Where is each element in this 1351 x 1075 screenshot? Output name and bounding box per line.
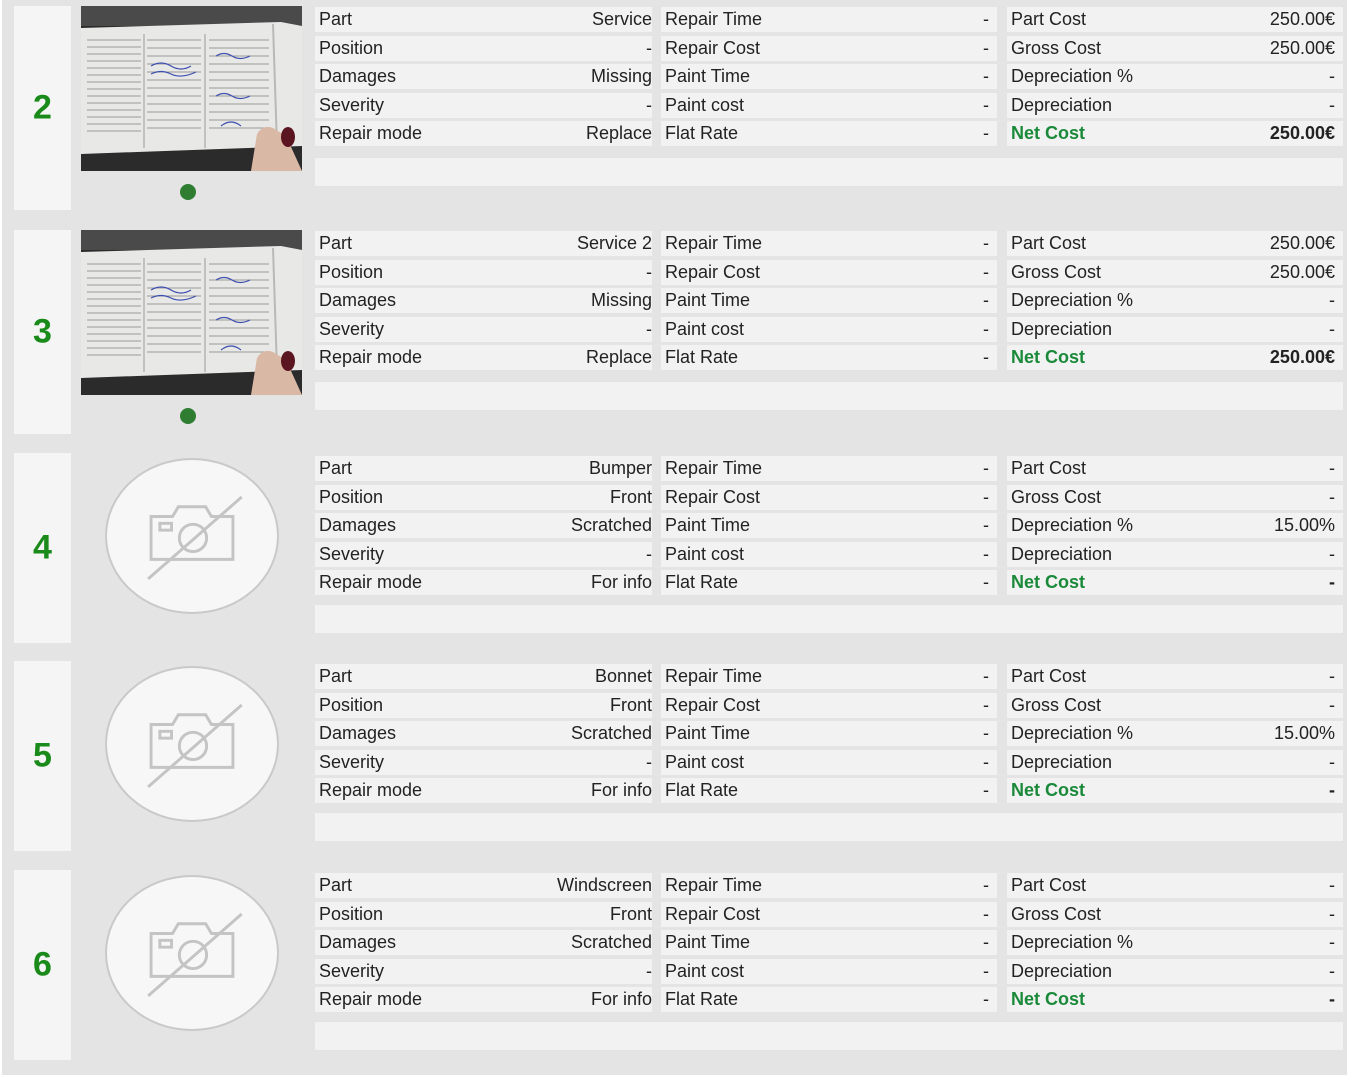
row-repair-time (661, 456, 997, 481)
value-position: - (646, 262, 652, 282)
label-repair-time: Repair Time (665, 233, 763, 253)
value-net-cost: - (1329, 572, 1335, 592)
item-number: 4 (33, 528, 52, 567)
cost-table (1007, 664, 1343, 809)
value-position: Front (609, 695, 652, 715)
label-severity: Severity (319, 752, 385, 772)
value-gross-cost: - (1329, 695, 1335, 715)
row-repair-mode (315, 570, 652, 595)
row-part-cost (1007, 7, 1343, 32)
label-flat-rate: Flat Rate (665, 780, 739, 800)
row-depreciation (1007, 750, 1343, 775)
value-net-cost: - (1329, 780, 1335, 800)
row-part-cost (1007, 231, 1343, 256)
label-gross-cost: Gross Cost (1011, 904, 1102, 924)
cost-table (1007, 873, 1343, 1018)
value-depreciation: - (1329, 752, 1335, 772)
value-paint-cost: - (983, 319, 989, 339)
label-part-cost: Part Cost (1011, 9, 1087, 29)
row-position (315, 485, 652, 510)
label-part: Part (319, 9, 353, 29)
value-depreciation-pct: - (1329, 66, 1335, 86)
label-net-cost: Net Cost (1011, 780, 1086, 800)
value-repair-mode: For info (590, 572, 652, 592)
label-position: Position (319, 487, 384, 507)
value-part-cost: - (1329, 666, 1335, 686)
label-repair-mode: Repair mode (319, 780, 423, 800)
label-depreciation-pct: Depreciation % (1011, 515, 1134, 535)
row-severity (315, 959, 652, 984)
row-depreciation (1007, 542, 1343, 567)
item-number: 2 (33, 88, 52, 127)
row-depreciation (1007, 93, 1343, 118)
value-repair-cost: - (983, 262, 989, 282)
damage-item (2, 453, 1347, 643)
row-part (315, 231, 652, 256)
label-paint-time: Paint Time (665, 515, 751, 535)
item-notes (315, 813, 1343, 841)
cost-table (1007, 231, 1343, 376)
label-paint-cost: Paint cost (665, 752, 745, 772)
value-gross-cost: - (1329, 904, 1335, 924)
row-net-cost (1007, 345, 1343, 370)
label-paint-time: Paint Time (665, 290, 751, 310)
no-camera-icon (105, 875, 279, 1031)
label-repair-mode: Repair mode (319, 572, 423, 592)
item-notes (315, 158, 1343, 186)
row-flat-rate (661, 778, 997, 803)
value-depreciation: - (1329, 544, 1335, 564)
value-paint-time: - (983, 290, 989, 310)
label-part: Part (319, 458, 353, 478)
labour-table (661, 7, 997, 152)
value-repair-time: - (983, 875, 989, 895)
label-paint-cost: Paint cost (665, 95, 745, 115)
damage-item (2, 6, 1347, 210)
label-repair-mode: Repair mode (319, 347, 423, 367)
item-number-cell (14, 6, 71, 210)
damage-photo[interactable] (81, 230, 302, 395)
part-details-table (315, 664, 652, 809)
row-paint-cost (661, 317, 997, 342)
label-damages: Damages (319, 66, 397, 86)
label-position: Position (319, 904, 384, 924)
label-flat-rate: Flat Rate (665, 347, 739, 367)
value-severity: - (646, 752, 652, 772)
row-severity (315, 93, 652, 118)
value-depreciation: - (1329, 95, 1335, 115)
label-paint-cost: Paint cost (665, 319, 745, 339)
label-depreciation: Depreciation (1011, 319, 1113, 339)
label-severity: Severity (319, 961, 385, 981)
label-repair-mode: Repair mode (319, 989, 423, 1009)
label-repair-cost: Repair Cost (665, 695, 761, 715)
photo-status-dot (180, 184, 196, 200)
value-part: Bumper (588, 458, 652, 478)
row-flat-rate (661, 345, 997, 370)
label-repair-cost: Repair Cost (665, 38, 761, 58)
row-depreciation-pct (1007, 721, 1343, 746)
damage-item (2, 870, 1347, 1060)
value-repair-time: - (983, 233, 989, 253)
value-paint-cost: - (983, 544, 989, 564)
value-repair-cost: - (983, 904, 989, 924)
item-number: 5 (33, 736, 52, 775)
value-repair-time: - (983, 9, 989, 29)
label-paint-time: Paint Time (665, 66, 751, 86)
damage-report (2, 0, 1347, 1075)
damage-photo[interactable] (81, 6, 302, 171)
value-part: Bonnet (594, 666, 652, 686)
value-net-cost: - (1329, 989, 1335, 1009)
label-depreciation-pct: Depreciation % (1011, 66, 1134, 86)
row-repair-cost (661, 693, 997, 718)
row-severity (315, 317, 652, 342)
label-repair-mode: Repair mode (319, 123, 423, 143)
value-damages: Missing (590, 66, 652, 86)
row-damages (315, 513, 652, 538)
label-net-cost: Net Cost (1011, 989, 1086, 1009)
row-paint-cost (661, 542, 997, 567)
row-position (315, 902, 652, 927)
value-paint-time: - (983, 515, 989, 535)
label-position: Position (319, 262, 384, 282)
row-flat-rate (661, 987, 997, 1012)
value-flat-rate: - (983, 347, 989, 367)
row-net-cost (1007, 121, 1343, 146)
row-damages (315, 930, 652, 955)
row-damages (315, 288, 652, 313)
value-paint-time: - (983, 66, 989, 86)
value-gross-cost: 250.00€ (1269, 262, 1335, 282)
row-repair-mode (315, 778, 652, 803)
label-part-cost: Part Cost (1011, 666, 1087, 686)
item-number: 6 (33, 945, 52, 984)
row-depreciation-pct (1007, 930, 1343, 955)
label-part-cost: Part Cost (1011, 875, 1087, 895)
label-paint-cost: Paint cost (665, 961, 745, 981)
value-repair-mode: For info (590, 780, 652, 800)
label-net-cost: Net Cost (1011, 347, 1086, 367)
row-depreciation (1007, 959, 1343, 984)
row-position (315, 36, 652, 61)
value-damages: Scratched (570, 932, 652, 952)
row-paint-cost (661, 750, 997, 775)
row-paint-time (661, 930, 997, 955)
row-net-cost (1007, 570, 1343, 595)
row-damages (315, 64, 652, 89)
item-number-cell (14, 870, 71, 1060)
label-part: Part (319, 233, 353, 253)
value-part-cost: - (1329, 458, 1335, 478)
value-part: Service 2 (576, 233, 652, 253)
item-notes (315, 1022, 1343, 1050)
value-damages: Scratched (570, 515, 652, 535)
label-depreciation: Depreciation (1011, 961, 1113, 981)
row-paint-cost (661, 93, 997, 118)
label-part: Part (319, 875, 353, 895)
part-details-table (315, 873, 652, 1018)
row-part (315, 664, 652, 689)
value-depreciation: - (1329, 319, 1335, 339)
label-severity: Severity (319, 319, 385, 339)
row-gross-cost (1007, 902, 1343, 927)
damage-item (2, 661, 1347, 851)
value-repair-cost: - (983, 487, 989, 507)
cost-table (1007, 7, 1343, 152)
label-repair-cost: Repair Cost (665, 487, 761, 507)
label-damages: Damages (319, 290, 397, 310)
row-repair-time (661, 7, 997, 32)
row-repair-time (661, 664, 997, 689)
value-repair-mode: Replace (585, 123, 652, 143)
value-position: - (646, 38, 652, 58)
row-part (315, 456, 652, 481)
value-depreciation: - (1329, 961, 1335, 981)
value-part: Windscreen (556, 875, 652, 895)
row-depreciation-pct (1007, 288, 1343, 313)
label-repair-time: Repair Time (665, 9, 763, 29)
label-depreciation-pct: Depreciation % (1011, 290, 1134, 310)
label-repair-time: Repair Time (665, 666, 763, 686)
item-number-cell (14, 661, 71, 851)
labour-table (661, 873, 997, 1018)
value-damages: Scratched (570, 723, 652, 743)
value-flat-rate: - (983, 989, 989, 1009)
labour-table (661, 456, 997, 601)
value-depreciation-pct: 15.00% (1273, 723, 1335, 743)
label-part-cost: Part Cost (1011, 458, 1087, 478)
value-repair-time: - (983, 666, 989, 686)
value-net-cost: 250.00€ (1269, 123, 1335, 143)
value-paint-time: - (983, 932, 989, 952)
label-position: Position (319, 38, 384, 58)
row-repair-mode (315, 987, 652, 1012)
value-position: Front (609, 904, 652, 924)
label-depreciation: Depreciation (1011, 544, 1113, 564)
row-gross-cost (1007, 693, 1343, 718)
value-part-cost: 250.00€ (1269, 233, 1335, 253)
damage-item (2, 230, 1347, 434)
label-net-cost: Net Cost (1011, 572, 1086, 592)
value-part-cost: - (1329, 875, 1335, 895)
value-flat-rate: - (983, 123, 989, 143)
label-depreciation-pct: Depreciation % (1011, 723, 1134, 743)
value-flat-rate: - (983, 572, 989, 592)
labour-table (661, 231, 997, 376)
label-repair-cost: Repair Cost (665, 262, 761, 282)
row-gross-cost (1007, 260, 1343, 285)
label-paint-time: Paint Time (665, 932, 751, 952)
label-position: Position (319, 695, 384, 715)
row-part-cost (1007, 664, 1343, 689)
label-gross-cost: Gross Cost (1011, 695, 1102, 715)
label-depreciation-pct: Depreciation % (1011, 932, 1134, 952)
row-repair-cost (661, 36, 997, 61)
label-flat-rate: Flat Rate (665, 572, 739, 592)
value-depreciation-pct: 15.00% (1273, 515, 1335, 535)
label-gross-cost: Gross Cost (1011, 262, 1102, 282)
row-part (315, 7, 652, 32)
row-depreciation-pct (1007, 513, 1343, 538)
row-paint-time (661, 721, 997, 746)
photo-status-dot (180, 408, 196, 424)
row-severity (315, 542, 652, 567)
label-net-cost: Net Cost (1011, 123, 1086, 143)
row-paint-time (661, 288, 997, 313)
item-number-cell (14, 453, 71, 643)
value-repair-cost: - (983, 38, 989, 58)
value-severity: - (646, 961, 652, 981)
row-position (315, 693, 652, 718)
label-damages: Damages (319, 932, 397, 952)
label-repair-time: Repair Time (665, 875, 763, 895)
row-paint-cost (661, 959, 997, 984)
row-position (315, 260, 652, 285)
row-depreciation-pct (1007, 64, 1343, 89)
label-part-cost: Part Cost (1011, 233, 1087, 253)
label-depreciation: Depreciation (1011, 95, 1113, 115)
value-flat-rate: - (983, 780, 989, 800)
row-repair-mode (315, 121, 652, 146)
item-notes (315, 605, 1343, 633)
row-part-cost (1007, 873, 1343, 898)
row-repair-cost (661, 902, 997, 927)
label-flat-rate: Flat Rate (665, 123, 739, 143)
item-number-cell (14, 230, 71, 434)
row-repair-cost (661, 485, 997, 510)
value-paint-cost: - (983, 752, 989, 772)
item-notes (315, 382, 1343, 410)
cost-table (1007, 456, 1343, 601)
label-part: Part (319, 666, 353, 686)
value-depreciation-pct: - (1329, 932, 1335, 952)
value-depreciation-pct: - (1329, 290, 1335, 310)
row-paint-time (661, 513, 997, 538)
part-details-table (315, 7, 652, 152)
part-details-table (315, 456, 652, 601)
value-repair-mode: Replace (585, 347, 652, 367)
row-flat-rate (661, 121, 997, 146)
label-paint-cost: Paint cost (665, 544, 745, 564)
row-part (315, 873, 652, 898)
label-flat-rate: Flat Rate (665, 989, 739, 1009)
value-gross-cost: 250.00€ (1269, 38, 1335, 58)
value-paint-cost: - (983, 95, 989, 115)
row-damages (315, 721, 652, 746)
label-gross-cost: Gross Cost (1011, 487, 1102, 507)
value-damages: Missing (590, 290, 652, 310)
value-repair-mode: For info (590, 989, 652, 1009)
value-part: Service (591, 9, 652, 29)
row-severity (315, 750, 652, 775)
value-severity: - (646, 319, 652, 339)
value-net-cost: 250.00€ (1269, 347, 1335, 367)
row-gross-cost (1007, 485, 1343, 510)
row-flat-rate (661, 570, 997, 595)
value-repair-cost: - (983, 695, 989, 715)
row-net-cost (1007, 987, 1343, 1012)
value-severity: - (646, 95, 652, 115)
label-gross-cost: Gross Cost (1011, 38, 1102, 58)
label-depreciation: Depreciation (1011, 752, 1113, 772)
value-severity: - (646, 544, 652, 564)
value-paint-cost: - (983, 961, 989, 981)
no-camera-icon (105, 458, 279, 614)
row-repair-cost (661, 260, 997, 285)
row-gross-cost (1007, 36, 1343, 61)
value-gross-cost: - (1329, 487, 1335, 507)
label-repair-time: Repair Time (665, 458, 763, 478)
label-severity: Severity (319, 544, 385, 564)
part-details-table (315, 231, 652, 376)
labour-table (661, 664, 997, 809)
row-repair-time (661, 231, 997, 256)
value-position: Front (609, 487, 652, 507)
value-paint-time: - (983, 723, 989, 743)
no-camera-icon (105, 666, 279, 822)
label-damages: Damages (319, 515, 397, 535)
item-number: 3 (33, 312, 52, 351)
row-repair-time (661, 873, 997, 898)
value-repair-time: - (983, 458, 989, 478)
row-part-cost (1007, 456, 1343, 481)
value-part-cost: 250.00€ (1269, 9, 1335, 29)
label-repair-cost: Repair Cost (665, 904, 761, 924)
label-damages: Damages (319, 723, 397, 743)
label-paint-time: Paint Time (665, 723, 751, 743)
row-paint-time (661, 64, 997, 89)
row-depreciation (1007, 317, 1343, 342)
label-severity: Severity (319, 95, 385, 115)
row-repair-mode (315, 345, 652, 370)
row-net-cost (1007, 778, 1343, 803)
